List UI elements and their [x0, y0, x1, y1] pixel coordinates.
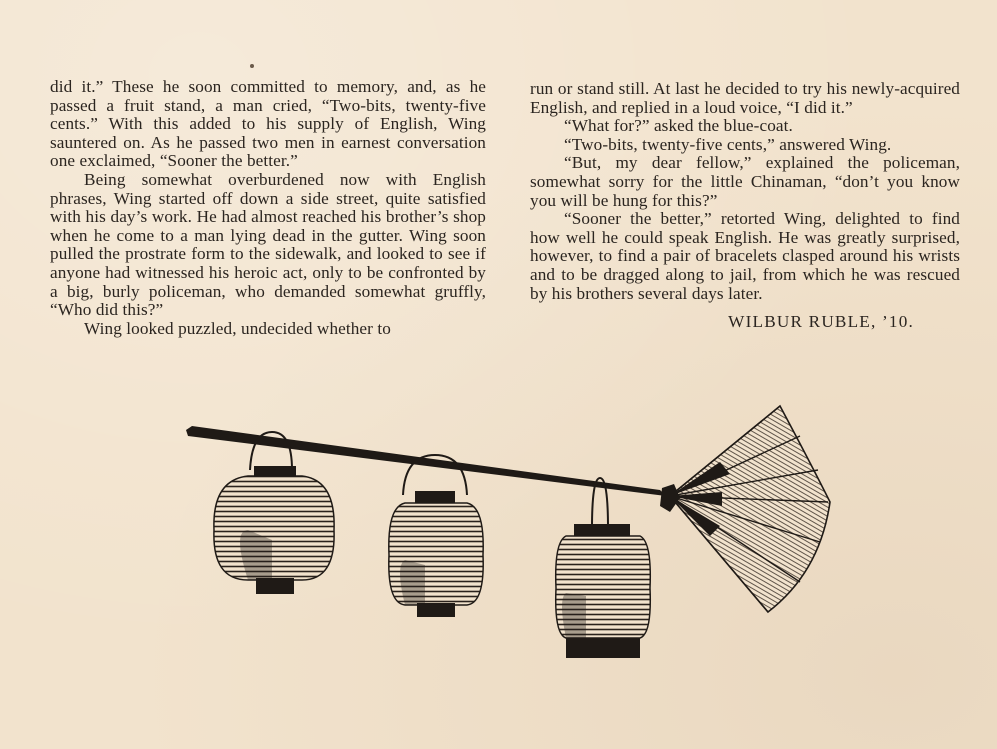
paragraph: did it.” These he soon committed to memory, and, as he passed a fruit stand, a man cried, “Two-bits, twenty-five cents.” With this added to his supply of English, Wing sauntered on. As he passed two men in earnest conversation one exclaimed, “Sooner the better.” [50, 77, 486, 171]
paragraph: “But, my dear fellow,” explained the policeman, somewhat sorry for the little Chinaman, “don’t you know you will be hung for this?” [530, 153, 960, 210]
paragraph: “Sooner the better,” retorted Wing, delighted to find how well he could speak English. He was greatly surprised, however, to find a pair of bracelets clasped around his wrists and to be dragged along to jail, from which he was rescued by his brothers several days later. [530, 209, 960, 303]
paragraph: “Two-bits, twenty-five cents,” answered Wing. [564, 134, 892, 154]
paragraph: run or stand still. At last he decided to try his newly-acquired English, and replied in a loud voice, “I did it.” [530, 79, 960, 117]
paragraph: “What for?” asked the blue-coat. [564, 116, 793, 136]
paragraph: Wing looked puzzled, undecided whether to [84, 318, 391, 338]
lantern-2 [389, 455, 483, 617]
lanterns-illustration [180, 400, 840, 670]
ink-speck [250, 64, 254, 68]
lantern-3 [556, 478, 651, 658]
lantern-1 [214, 432, 334, 594]
paragraph: Being somewhat overburdened now with English phrases, Wing started off down a side street, quite satisfied with his day’s work. He had almost reached his brother’s shop when he come to a man lying dead in the gutter. Wing soon pulled the prostrate form to the sidewalk, and looked to see if anyone had witnessed his heroic act, only to be confronted by a big, burly policeman, who demanded somewhat gruffly, “Who did this?” [50, 169, 486, 320]
left-text-column [50, 78, 486, 338]
folding-fan [660, 406, 830, 612]
author-signature: WILBUR RUBLE, ’10. [728, 312, 914, 332]
right-text-column [530, 80, 960, 332]
